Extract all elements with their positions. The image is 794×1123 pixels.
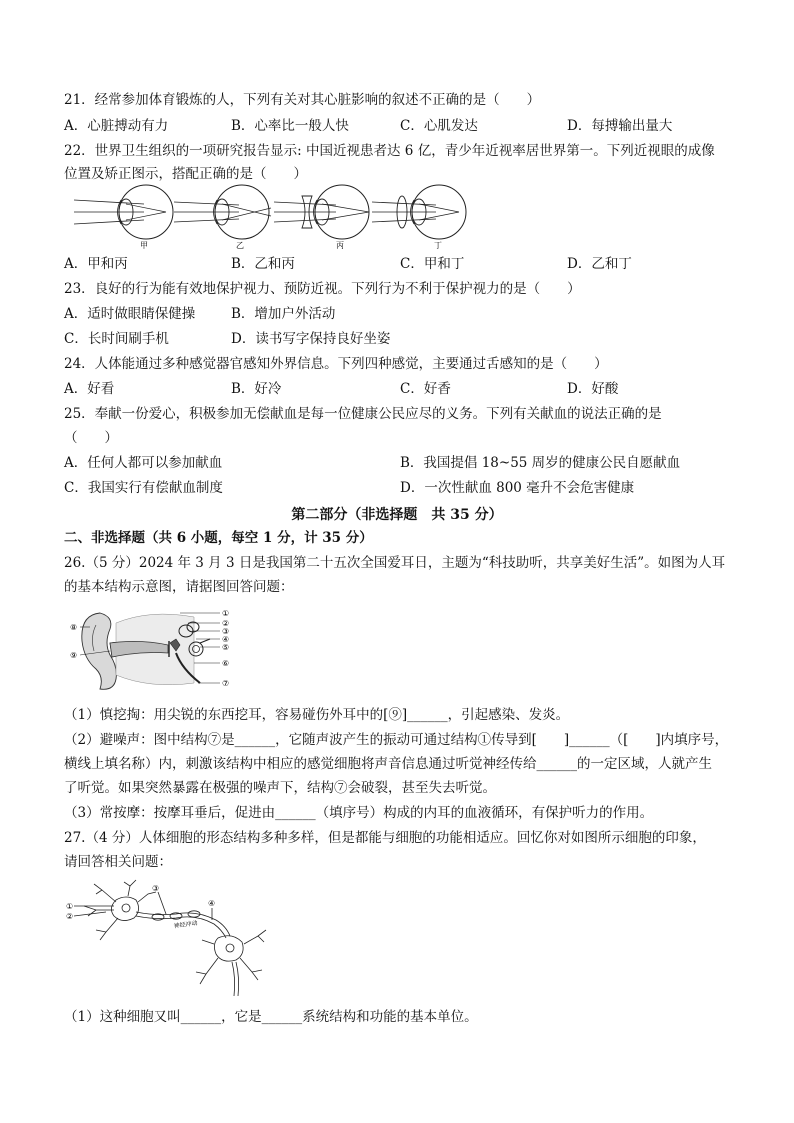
q23-option-d: D．读书写字保持良好坐姿 [231,331,391,347]
q25-stem-line1: 25．奉献一份爱心，积极参加无偿献血是每一位健康公民应尽的义务。下列有关献血的说法正确的是 [64,406,662,422]
q27-stem-line1: 27.（4 分）人体细胞的形态结构多种多样，但是都能与细胞的功能相适应。回忆你对如图所示细胞的印象， [64,830,706,846]
q26-stem-line1: 26.（5 分）2024 年 3 月 3 日是我国第二十五次全国爱耳日，主题为“科技助听，共享美好生活”。如图为人耳 [64,555,726,571]
ear-label-6: ⑥ [222,659,230,668]
q24-option-d: D．好酸 [567,381,619,397]
q23-option-b: B．增加户外活动 [231,306,336,322]
q23-option-a: A．适时做眼睛保健操 [64,306,196,322]
q22-eye-diagram [74,190,474,250]
q21-option-c: C．心肌发达 [400,118,478,134]
q23-option-c: C．长时间刷手机 [64,331,169,347]
q25-stem-line2: （ ） [64,430,118,446]
q24-option-a: A．好看 [64,381,115,397]
q21-stem: 21．经常参加体育锻炼的人，下列有关对其心脏影响的叙述不正确的是（ ） [64,92,541,108]
neuron-label-2: ② [66,912,74,921]
eye-diagram-yi [174,185,271,250]
q21-option-d: D．每搏输出量大 [567,118,673,134]
q26-sub2-line3: 了听觉。如果突然暴露在极强的噪声下，结构⑦会破裂，甚至失去听觉。 [64,780,496,796]
q22-option-c: C．甲和丁 [400,256,465,272]
q22-option-d: D．乙和丁 [567,256,632,272]
q26-sub2-line2: 横线上填名称）内，刺激该结构中相应的感觉细胞将声音信息通过听觉神经传给______的一定区域，人就产生 [64,756,712,772]
q26-sub3: （3）常按摩：按摩耳垂后，促进由______（填序号）构成的内耳的血液循环，有保护听力的作用。 [64,805,654,821]
q24-option-c: C．好香 [400,381,451,397]
q26-sub2-line1: （2）避噪声：图中结构⑦是______，它随声波产生的振动可通过结构①传导到[ ]______（[ ]内填序号， [64,732,729,748]
ear-label-4: ④ [222,635,230,644]
q21-option-b: B．心率比一般人快 [231,118,349,134]
q27-sub1: （1）这种细胞又叫______，它是______系统结构和功能的基本单位。 [64,1009,478,1025]
q26-sub1: （1）慎挖掏：用尖锐的东西挖耳，容易碰伤外耳中的[⑨]______，引起感染、发炎。 [64,707,570,723]
q25-option-b: B．我国提倡 18~55 周岁的健康公民自愿献血 [400,455,681,471]
q22-option-a: A．甲和丙 [64,256,128,272]
q22-option-b: B．乙和丙 [231,256,295,272]
q27-stem-line2: 请回答相关问题： [64,854,172,870]
part2-title: 第二部分（非选择题 共 35 分） [291,507,503,523]
ear-label-8: ⑧ [70,623,78,632]
eye-label-jia: 甲 [140,241,148,250]
q26-stem-line2: 的基本结构示意图，请据图回答问题： [64,579,294,595]
ear-structure-diagram [70,603,240,695]
q25-option-d: D．一次性献血 800 毫升不会危害健康 [400,480,635,496]
q24-stem: 24．人体能通过多种感觉器官感知外界信息。下列四种感觉，主要通过舌感知的是（ ） [64,356,608,372]
neuron-label-3: ③ [152,884,160,893]
eye-label-ding: 丁 [434,241,442,250]
ear-label-9: ⑨ [70,651,78,660]
q23-stem: 23．良好的行为能有效地保护视力、预防近视。下列行为不利于保护视力的是（ ） [64,281,581,297]
part2-section-heading: 二、非选择题（共 6 小题，每空 1 分，计 35 分） [64,530,373,546]
eye-diagram-bing [274,185,369,250]
ear-label-1: ① [222,609,230,618]
eye-label-bing: 丙 [336,241,344,250]
q22-stem-line2: 位置及矫正图示，搭配正确的是（ ） [64,166,307,182]
neuron-label-impulse: 神经冲动 [173,919,199,930]
q21-option-a: A．心脏搏动有力 [64,118,169,134]
ear-label-2: ② [222,619,230,628]
neuron-diagram [66,880,276,998]
q24-option-b: B．好冷 [231,381,282,397]
ear-label-5: ⑤ [222,643,230,652]
neuron-label-1: ① [66,902,74,911]
ear-label-7: ⑦ [222,679,230,688]
eye-diagram-ding [372,185,466,250]
ear-label-3: ③ [222,627,230,636]
q25-option-a: A．任何人都可以参加献血 [64,455,223,471]
eye-label-yi: 乙 [236,241,244,250]
q25-option-c: C．我国实行有偿献血制度 [64,480,223,496]
eye-diagram-jia [74,185,173,250]
neuron-label-4: ④ [208,899,216,908]
q22-stem-line1: 22．世界卫生组织的一项研究报告显示: 中国近视患者达 6 亿，青少年近视率居世界第一。下列近视眼的成像 [64,143,715,159]
